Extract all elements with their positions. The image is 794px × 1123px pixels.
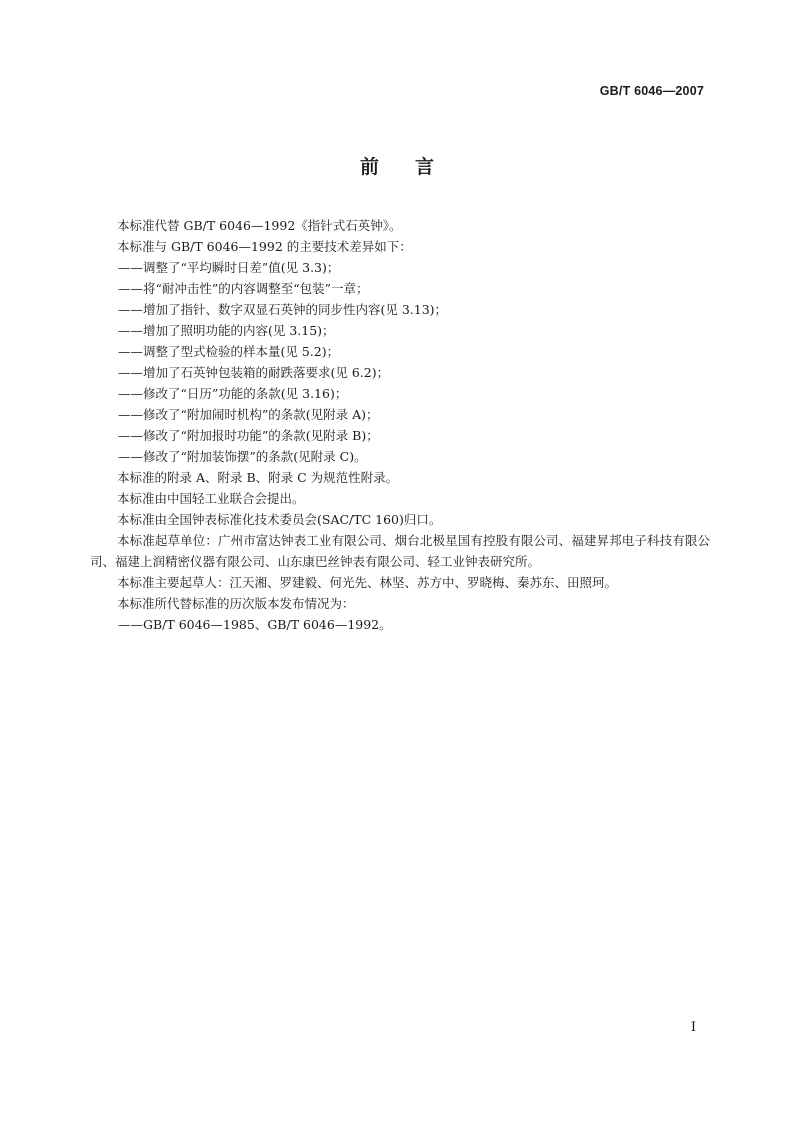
paragraph-drafting-units: 本标准起草单位：广州市富达钟表工业有限公司、烟台北极星国有控股有限公司、福建昇邦电子科技有限公司、福建上润精密仪器有限公司、山东康巴丝钟表有限公司、轻工业钟表研究所。 — [90, 533, 710, 569]
page-title: 前言 — [359, 156, 470, 178]
list-item: ——GB/T 6046—1985、GB/T 6046—1992。 — [118, 617, 392, 632]
list-item: ——增加了石英钟包装箱的耐跌落要求(见 6.2)； — [118, 365, 390, 380]
paragraph-differences-intro: 本标准与 GB/T 6046—1992 的主要技术差异如下： — [117, 239, 412, 254]
list-item: ——修改了“附加闹时机构”的条款(见附录 A)； — [118, 407, 379, 422]
paragraph-proposer: 本标准由中国轻工业联合会提出。 — [117, 491, 305, 506]
paragraph-drafters: 本标准主要起草人：江天湘、罗建毅、何光先、林坚、苏方中、罗晓梅、秦苏东、田照珂。 — [117, 575, 618, 590]
paragraph-history-intro: 本标准所代替标准的历次版本发布情况为： — [117, 596, 355, 611]
list-item: ——调整了“平均瞬时日差”值(见 3.3)； — [118, 260, 340, 275]
paragraph-administrator: 本标准由全国钟表标准化技术委员会(SAC/TC 160)归口。 — [117, 512, 442, 527]
list-item: ——将“耐冲击性”的内容调整至“包装”一章； — [118, 281, 369, 296]
paragraph-replaces: 本标准代替 GB/T 6046—1992《指针式石英钟》。 — [117, 218, 402, 233]
list-item: ——修改了“附加装饰摆”的条款(见附录 C)。 — [118, 449, 367, 464]
list-item: ——增加了照明功能的内容(见 3.15)； — [118, 323, 335, 338]
list-item: ——增加了指针、数字双显石英钟的同步性内容(见 3.13)； — [118, 302, 448, 317]
foreword-body — [90, 215, 710, 635]
standard-number: GB/T 6046—2007 — [599, 84, 704, 98]
list-item: ——修改了“日历”功能的条款(见 3.16)； — [118, 386, 348, 401]
list-item: ——调整了型式检验的样本量(见 5.2)； — [118, 344, 340, 359]
paragraph-appendices: 本标准的附录 A、附录 B、附录 C 为规范性附录。 — [117, 470, 399, 485]
list-item: ——修改了“附加报时功能”的条款(见附录 B)； — [118, 428, 379, 443]
page-number: I — [690, 1020, 696, 1035]
